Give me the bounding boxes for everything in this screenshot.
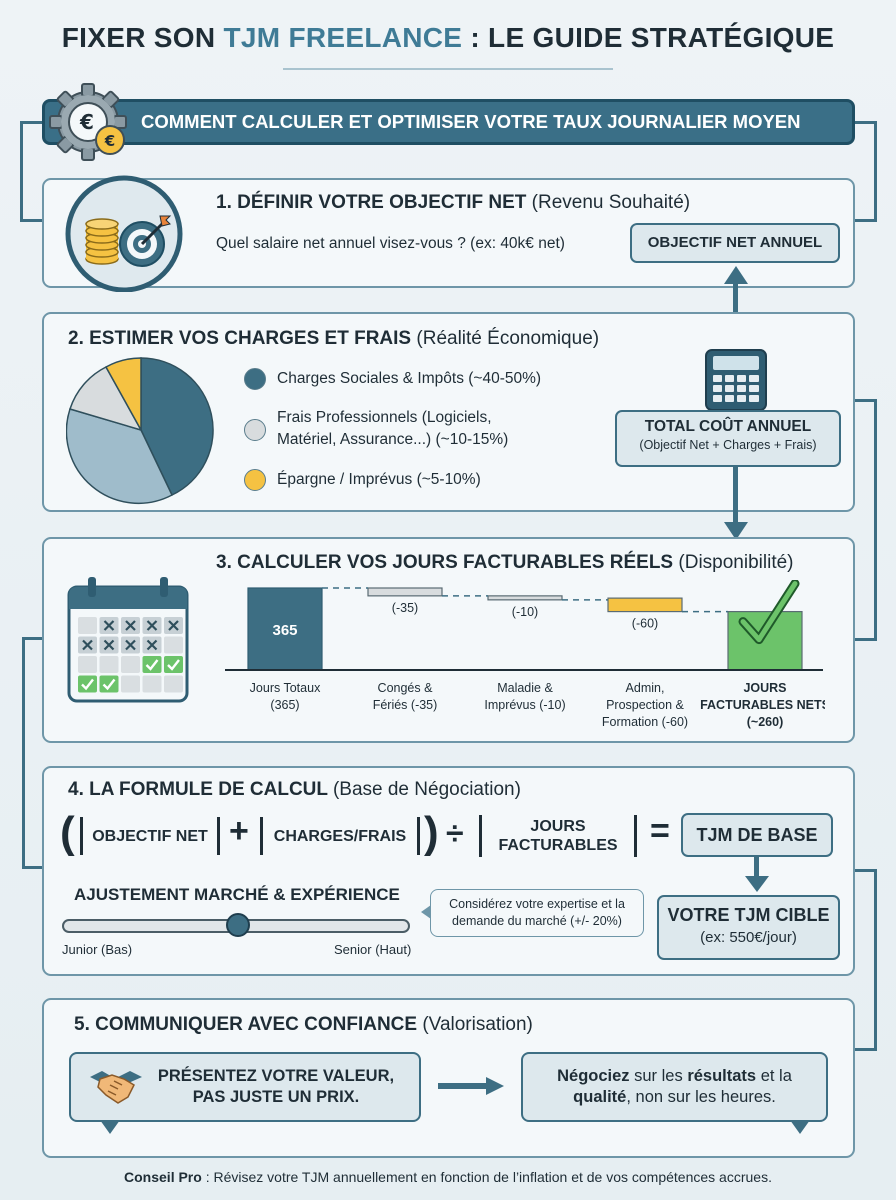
waterfall-chart [225,580,825,740]
connector-right-top-h2 [855,219,877,222]
connector-right-bottom-h1 [855,869,877,872]
calendar-day-cell [121,656,140,673]
waterfall-data-label: (-35) [391,600,419,615]
slider-title: AJUSTEMENT MARCHÉ & EXPÉRIENCE [74,885,400,904]
waterfall-bar [608,598,682,611]
page-title [0,22,896,54]
calendar-day-cell [143,656,162,673]
calendar-day-cell [164,637,183,654]
connector-left-top-h1 [20,121,44,124]
banner [42,99,855,145]
slider-max-label: Senior (Haut) [334,942,412,957]
waterfall-data-label: (-10) [511,604,539,619]
connector-left-top [20,122,23,222]
connector-left-mid-h1 [22,637,44,640]
connector-right-bottom-h2 [855,1048,877,1051]
communicate-arrow [438,1077,504,1095]
waterfall-category-label: Maladie & Imprévus (-10) [484,681,566,712]
negotiate-bubble-tail [790,1120,810,1134]
connector-right-mid [874,400,877,640]
gear-euro-icon [48,82,132,162]
step1-question: Quel salaire net annuel visez-vous ? (ex: 40k€ net) [216,235,565,252]
term-jours-facturables: JOURS FACTURABLES [479,815,637,857]
calculator-icon [704,348,768,412]
term-charges-frais: CHARGES/FRAIS [260,817,420,855]
waterfall-category-label: Congés & Fériés (-35) [372,681,438,712]
value-bubble-tail [100,1120,120,1134]
calendar-day-cell [78,676,97,693]
calendar-day-cell [78,617,97,634]
total-cout-annuel-box: TOTAL COÛT ANNUEL (Objectif Net + Charges + Frais) [615,410,841,467]
plus-sign: + [229,812,249,850]
market-slider-handle[interactable] [226,913,250,937]
connector-right-mid-h2 [855,638,877,641]
term-objectif-net: OBJECTIF NET [80,817,220,855]
step5-title: 5. COMMUNIQUER AVEC CONFIANCE (Valorisation) [74,1014,533,1035]
waterfall-category-label: JOURS FACTURABLES NETS (~260) [700,681,825,729]
waterfall-category-label: Admin, Prospection & Formation (-60) [601,681,689,729]
connector-left-mid [22,638,25,868]
waterfall-data-label: (-60) [631,616,659,631]
step2-title: 2. ESTIMER VOS CHARGES ET FRAIS (Réalité Économique) [68,328,600,349]
waterfall-bar [488,596,562,600]
connector-right-top-h1 [855,121,877,124]
title-part-2: : LE GUIDE STRATÉGIQUE [462,22,835,53]
svg-text:€: € [80,110,94,134]
legend-dot-epargne [244,469,266,491]
arrow-down-shaft [733,467,738,525]
arrow-tjm-head [745,876,769,892]
calendar-day-cell [100,676,119,693]
tjm-de-base-box: TJM DE BASE [681,813,833,857]
connector-right-bottom [874,870,877,1050]
title-underline [283,68,613,70]
equals-sign: = [650,812,670,850]
calendar-day-cell [78,656,97,673]
calendar-day-cell [164,676,183,693]
step3-title: 3. CALCULER VOS JOURS FACTURABLES RÉELS (Disponibilité) [216,552,794,573]
legend-frais: Frais Professionnels (Logiciels, Matériel, Assurance...) (~10-15%) [277,409,509,448]
connector-left-top-h2 [20,219,44,222]
title-accent: TJM FREELANCE [223,22,463,53]
svg-text:€: € [104,132,116,150]
title-part-1: FIXER SON [61,22,224,53]
connector-right-mid-h1 [855,399,877,402]
calendar-icon [66,575,190,705]
calendar-day-cell [121,676,140,693]
close-paren: ) [424,808,439,857]
footer-tip: Conseil Pro : Révisez votre TJM annuellement en fonction de l’inflation et de vos compétences accrues. [124,1169,772,1185]
legend-dot-frais [244,419,266,441]
divide-sign: ÷ [446,815,464,851]
legend-dot-charges [244,368,266,390]
note-bubble-tail [421,905,431,919]
pie-chart [66,355,216,505]
banner-text: COMMENT CALCULER ET OPTIMISER VOTRE TAUX JOURNALIER MOYEN [141,111,801,132]
legend-charges: Charges Sociales & Impôts (~40-50%) [277,370,542,387]
calendar-day-cell [143,676,162,693]
waterfall-bar [368,588,442,596]
legend-epargne: Épargne / Imprévus (~5-10%) [277,471,481,488]
calendar-day-cell [164,656,183,673]
calendar-day-cell [100,656,119,673]
tjm-cible-box: VOTRE TJM CIBLE (ex: 550€/jour) [657,895,840,960]
coins-target-icon [62,172,186,292]
connector-right-top [874,122,877,222]
step1-title: 1. DÉFINIR VOTRE OBJECTIF NET (Revenu Souhaité) [216,192,691,213]
waterfall-svg [225,580,825,740]
waterfall-category-label: Jours Totaux (365) [249,681,321,712]
market-note-bubble: Considérez votre expertise et la demande du marché (+/- 20%) [430,889,644,937]
open-paren: ( [60,808,75,857]
step4-title: 4. LA FORMULE DE CALCUL (Base de Négociation) [68,779,521,800]
negotiate-speech-bubble: Négociez sur les résultats et la qualité, non sur les heures. [521,1052,828,1122]
handshake-icon [88,1063,144,1109]
objectif-net-annuel-box: OBJECTIF NET ANNUEL [630,223,840,263]
connector-left-mid-h2 [22,866,44,869]
slider-min-label: Junior (Bas) [62,942,133,957]
arrow-up-head [724,266,748,284]
waterfall-data-label: 365 [272,622,298,639]
value-speech-bubble: PRÉSENTEZ VOTRE VALEUR, PAS JUSTE UN PRIX. [69,1052,421,1122]
